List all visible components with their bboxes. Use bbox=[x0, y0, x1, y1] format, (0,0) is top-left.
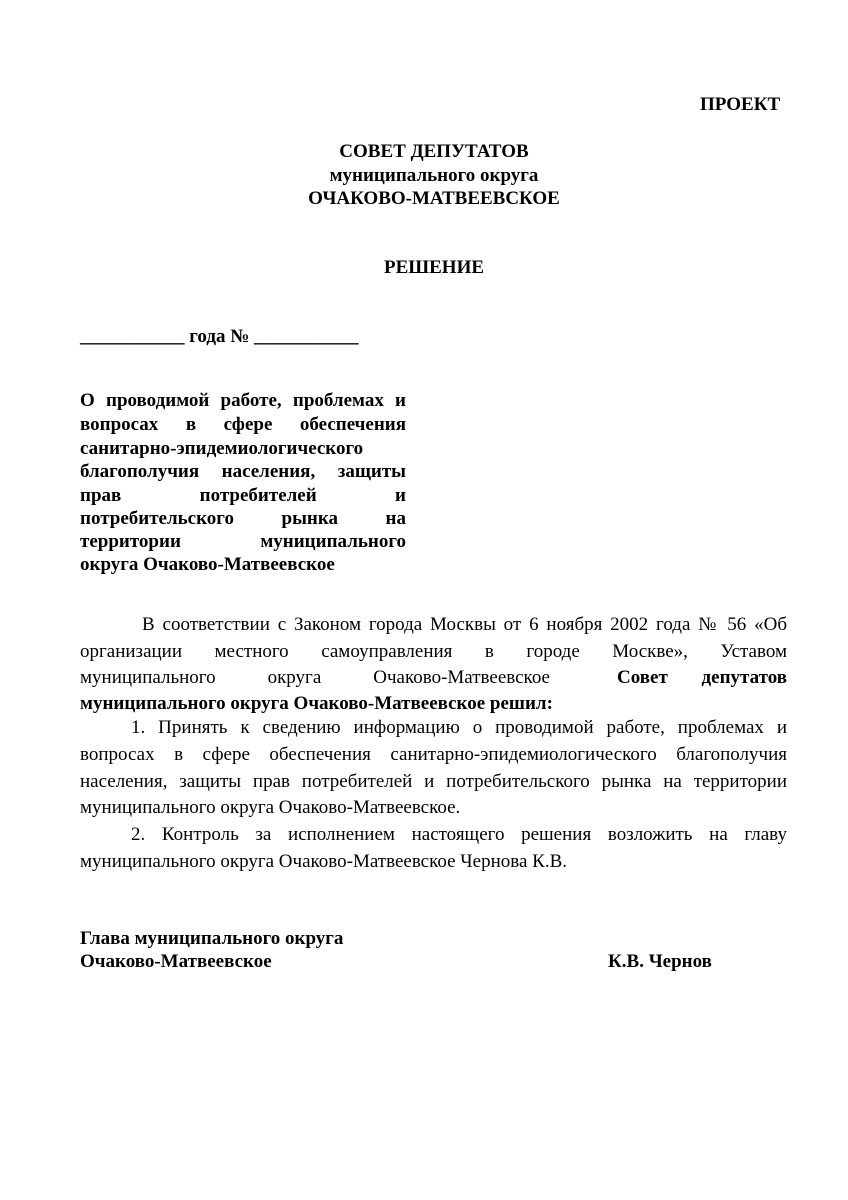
district-name: ОЧАКОВО-МАТВЕЕВСКОЕ bbox=[308, 188, 560, 209]
preamble-line: В соответствии с Законом города Москвы от 6 ноября 2002 года № 56 «Об bbox=[142, 614, 787, 635]
item-line: муниципального округа Очаково-Матвеевское. bbox=[80, 797, 461, 818]
subject-line: О проводимой работе, проблемах и bbox=[80, 390, 406, 411]
preamble-district: муниципального округа Очаково-Матвеевское bbox=[80, 667, 550, 688]
preamble-council: Совет депутатов bbox=[617, 667, 787, 688]
document-type: РЕШЕНИЕ bbox=[383, 257, 485, 278]
preamble-line bbox=[80, 667, 787, 689]
subject-line: потребительского рынка на bbox=[80, 508, 406, 529]
subject-line: территории муниципального bbox=[80, 531, 406, 552]
date-number-line: ___________ года № ___________ bbox=[80, 326, 359, 347]
draft-stamp: ПРОЕКТ bbox=[700, 94, 781, 115]
preamble-line: организации местного самоуправления в городе Москве», Уставом bbox=[80, 641, 787, 662]
item-line: муниципального округа Очаково-Матвеевское Чернова К.В. bbox=[80, 851, 567, 872]
item-line: вопросах в сфере обеспечения санитарно-эпидемиологического благополучия bbox=[80, 744, 787, 765]
subject-line: прав потребителей и bbox=[80, 485, 406, 506]
signatory-title: Глава муниципального округа bbox=[80, 928, 344, 949]
signatory-district: Очаково-Матвеевское bbox=[80, 951, 272, 972]
signatory-name: К.В. Чернов bbox=[608, 951, 712, 972]
subject-line: вопросах в сфере обеспечения bbox=[80, 414, 406, 435]
item-line: населения, защиты прав потребителей и потребительского рынка на территории bbox=[80, 771, 787, 792]
subject-line: благополучия населения, защиты bbox=[80, 461, 406, 482]
preamble-resolved: муниципального округа Очаково-Матвеевское решил: bbox=[80, 693, 553, 714]
council-title: СОВЕТ ДЕПУТАТОВ bbox=[339, 141, 529, 162]
subject-line: округа Очаково-Матвеевское bbox=[80, 554, 335, 575]
subject-line: санитарно-эпидемиологического bbox=[80, 438, 364, 459]
item-line: 1. Принять к сведению информацию о проводимой работе, проблемах и bbox=[131, 717, 787, 738]
district-subtitle: муниципального округа bbox=[329, 165, 539, 186]
item-line: 2. Контроль за исполнением настоящего решения возложить на главу bbox=[131, 824, 787, 845]
